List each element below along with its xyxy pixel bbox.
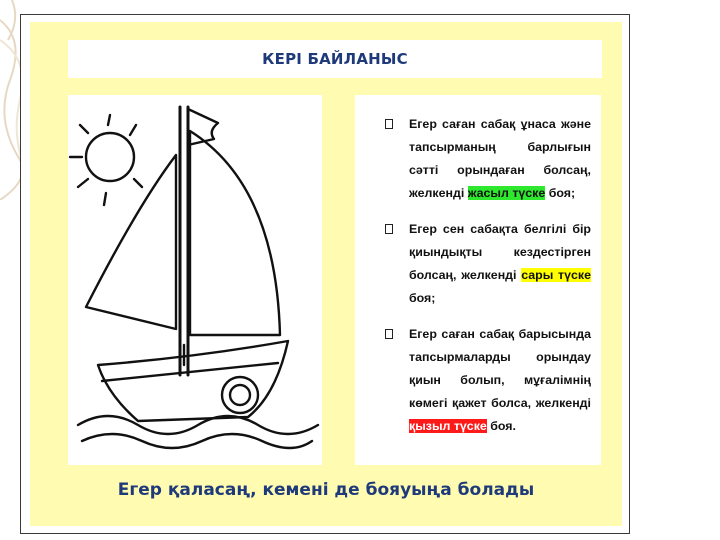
page-title: КЕРІ БАЙЛАНЫС bbox=[262, 50, 408, 68]
list-item: Егер сен сабақта белгілі бір қиындықты кездестірген болсаң, желкенді сары түске боя; bbox=[355, 218, 591, 310]
title-bar bbox=[68, 40, 602, 78]
jib-sail bbox=[86, 155, 176, 329]
list-item: Егер саған сабақ ұнаса және тапсырманың барлығын сәтті орындаған болсаң, желкенді жасыл түске боя; bbox=[355, 113, 591, 205]
instruction-list bbox=[355, 95, 601, 438]
lifebuoy-icon bbox=[222, 377, 258, 413]
instructions-panel bbox=[355, 95, 601, 465]
footer-caption: Егер қаласаң, кемені де бояуыңа болады bbox=[117, 480, 535, 500]
highlight-yellow: сары түске bbox=[521, 268, 591, 282]
list-item: Егер саған сабақ барысында тапсырмаларды орындау қиын болып, мұғалімнің көмегі қажет болса, желкенді қызыл түске боя. bbox=[355, 323, 591, 438]
sailboat-illustration bbox=[68, 95, 322, 465]
main-sail bbox=[190, 131, 280, 335]
bullet-box-icon bbox=[385, 329, 393, 339]
boat-hull bbox=[98, 341, 288, 421]
highlight-green: жасыл түске bbox=[467, 186, 546, 200]
bullet-box-icon bbox=[385, 119, 393, 129]
boat-picture-panel bbox=[68, 95, 322, 465]
bullet-box-icon bbox=[385, 224, 393, 234]
sun-icon bbox=[86, 133, 134, 181]
highlight-red: қызыл түске bbox=[409, 419, 487, 433]
